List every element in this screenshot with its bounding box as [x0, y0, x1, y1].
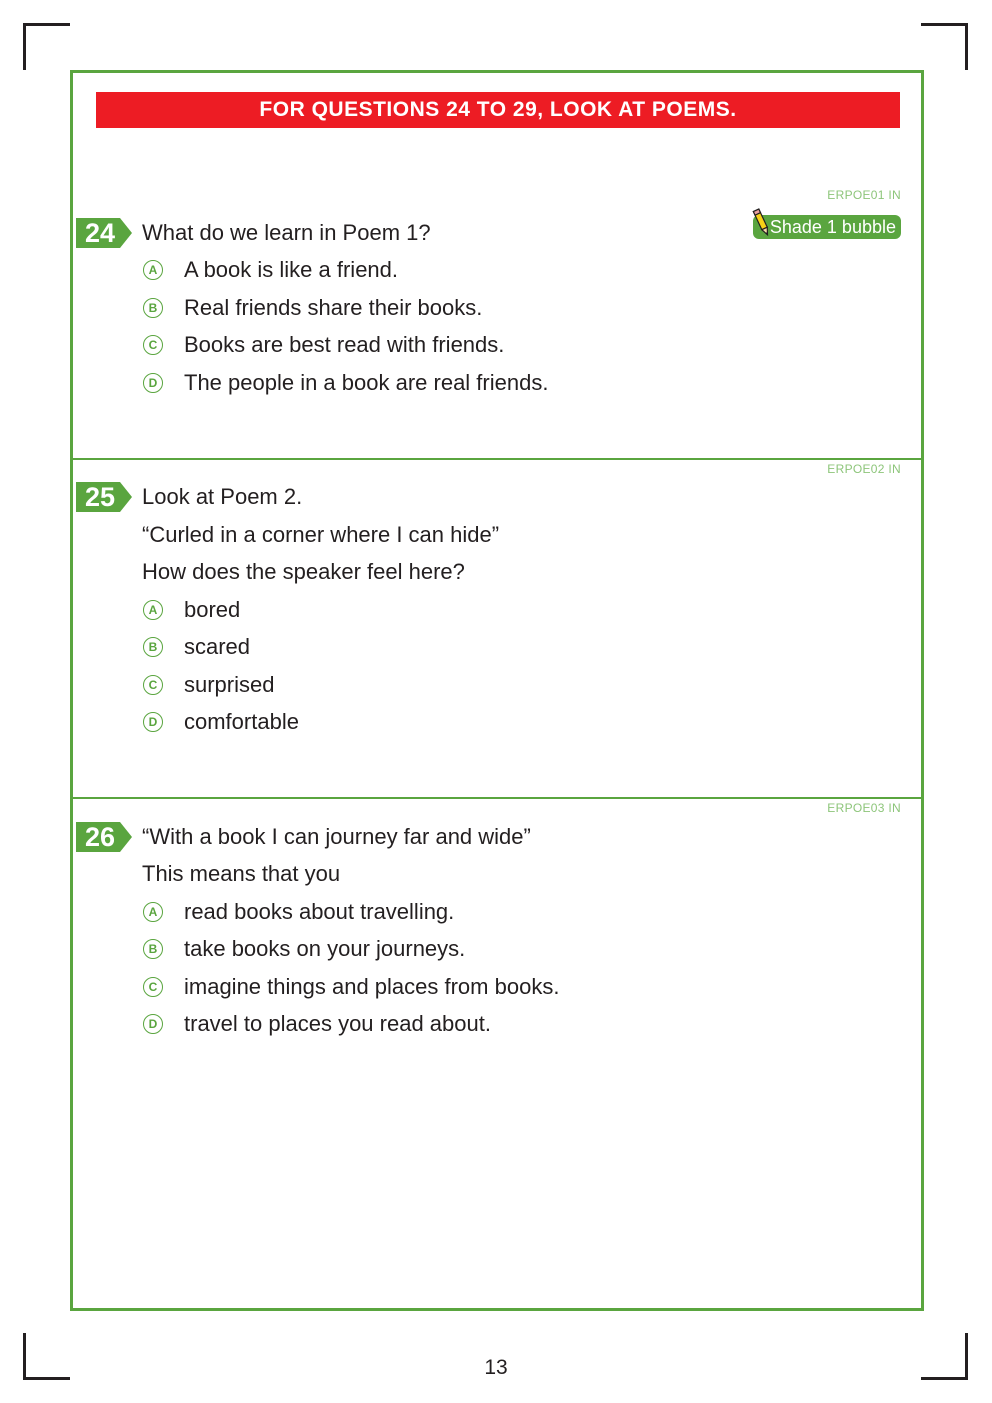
section-divider [73, 458, 921, 460]
question-number: 24 [84, 218, 116, 248]
answer-bubble[interactable]: B [143, 637, 163, 657]
option-text: Real friends share their books. [184, 295, 483, 320]
question-quote: “With a book I can journey far and wide” [142, 824, 531, 849]
option-text: surprised [184, 672, 275, 697]
shade-hint-label: Shade 1 bubble [769, 216, 896, 237]
option-text: Books are best read with friends. [184, 332, 505, 357]
crop-mark-top-right [965, 23, 968, 70]
page-number: 13 [484, 1356, 508, 1379]
question-number-badge [76, 218, 132, 248]
option-text: read books about travelling. [184, 899, 455, 924]
question-frame [70, 70, 924, 1311]
crop-mark-top-right [921, 23, 968, 26]
answer-bubble[interactable]: D [143, 1014, 163, 1034]
answer-bubble[interactable]: B [143, 298, 163, 318]
item-code: ERPOE03 IN [827, 801, 901, 815]
question-number-badge [76, 822, 132, 852]
question-number: 26 [84, 822, 116, 852]
question-number: 25 [84, 482, 116, 512]
answer-bubble[interactable]: A [143, 902, 163, 922]
answer-bubble[interactable]: A [143, 260, 163, 280]
answer-bubble[interactable]: D [143, 712, 163, 732]
answer-option-b[interactable] [142, 633, 250, 661]
option-text: travel to places you read about. [184, 1011, 491, 1036]
option-text: The people in a book are real friends. [184, 370, 549, 395]
question-text: This means that you [142, 861, 341, 886]
item-code: ERPOE02 IN [827, 462, 901, 476]
option-text: comfortable [184, 709, 299, 734]
crop-mark-top-left [23, 23, 26, 70]
pencil-icon [751, 207, 773, 239]
answer-bubble[interactable]: D [143, 373, 163, 393]
answer-option-a[interactable] [142, 596, 240, 624]
answer-option-c[interactable] [142, 671, 274, 699]
shade-hint-badge [753, 215, 901, 239]
question-number-badge [76, 482, 132, 512]
option-text: bored [184, 597, 241, 622]
question-quote: “Curled in a corner where I can hide” [142, 522, 500, 547]
answer-bubble[interactable]: A [143, 600, 163, 620]
answer-option-d[interactable] [142, 708, 299, 736]
option-text: imagine things and places from books. [184, 974, 560, 999]
answer-option-d[interactable] [142, 1010, 491, 1038]
answer-bubble[interactable]: C [143, 675, 163, 695]
option-text: scared [184, 634, 251, 659]
answer-option-a[interactable] [142, 898, 454, 926]
instruction-banner: FOR QUESTIONS 24 TO 29, LOOK AT POEMS. [96, 92, 900, 128]
answer-option-b[interactable] [142, 294, 482, 322]
question-text: Look at Poem 2. [142, 484, 303, 509]
question-text: What do we learn in Poem 1? [142, 220, 431, 245]
answer-bubble[interactable]: B [143, 939, 163, 959]
option-text: A book is like a friend. [184, 257, 399, 282]
section-divider [73, 797, 921, 799]
answer-option-c[interactable] [142, 973, 559, 1001]
crop-mark-top-left [23, 23, 70, 26]
answer-option-d[interactable] [142, 369, 548, 397]
answer-option-a[interactable] [142, 256, 398, 284]
answer-option-c[interactable] [142, 331, 504, 359]
answer-bubble[interactable]: C [143, 977, 163, 997]
question-text: How does the speaker feel here? [142, 559, 465, 584]
option-text: take books on your journeys. [184, 936, 466, 961]
item-code: ERPOE01 IN [827, 188, 901, 202]
answer-bubble[interactable]: C [143, 335, 163, 355]
answer-option-b[interactable] [142, 935, 465, 963]
